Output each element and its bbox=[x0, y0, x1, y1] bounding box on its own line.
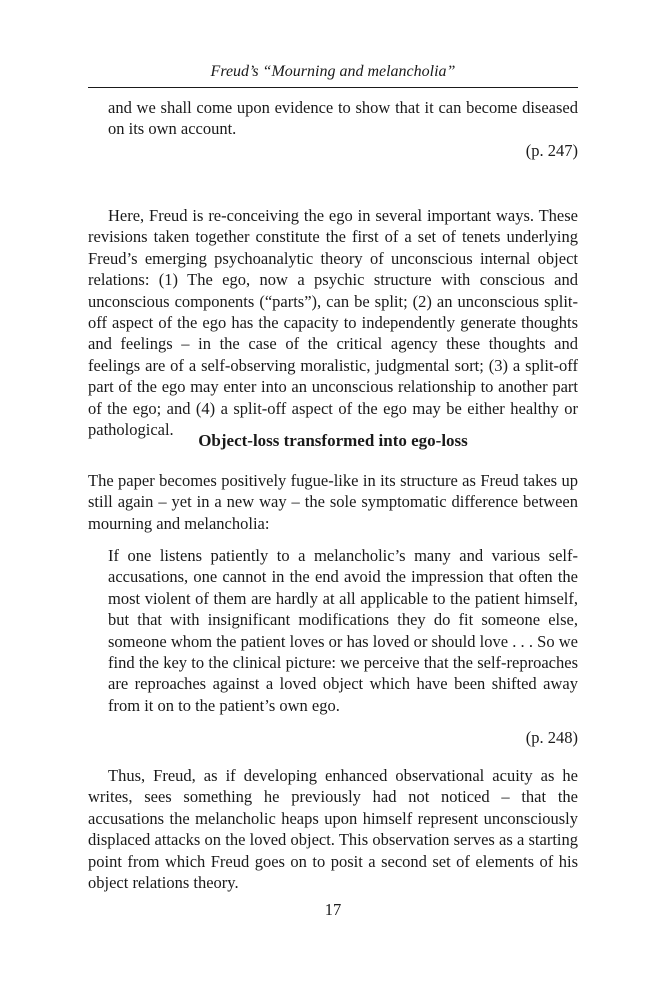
paragraph-2: The paper becomes positively fugue-like in its structure as Freud takes up still again – yet in a new way – the sole symptomatic difference between mourning and melancholia: bbox=[88, 471, 578, 533]
citation-2: (p. 248) bbox=[525, 728, 578, 747]
page-number: 17 bbox=[324, 900, 342, 919]
running-header: Freud’s “Mourning and melancholia” bbox=[210, 63, 456, 80]
citation-1: (p. 247) bbox=[525, 141, 578, 160]
header-rule bbox=[88, 87, 578, 88]
paragraph-1: Here, Freud is re-conceiving the ego in several important ways. These revisions taken together constitute the first of a set of tenets underlying Freud’s emerging psychoanalytic theory of unconscious internal object relations: (1) The ego, now a psychic structure with conscious and unconscious components (“parts”), can be split; (2) an unconscious split-off aspect of the ego has the capacity to independently generate thoughts and feelings – in the case of the critical agency these thoughts and feelings are of a self-observing moralistic, judgmental sort; (3) a split-off part of the ego may enter into an unconscious relationship to another part of the ego; and (4) a split-off aspect of the ego may be either healthy or pathological. bbox=[88, 206, 578, 440]
block-quote-1: and we shall come upon evidence to show that it can become diseased on its own account. bbox=[108, 98, 578, 139]
block-quote-2: If one listens patiently to a melancholic’s many and various self-accusations, one cannot in the end avoid the impression that often the most violent of them are hardly at all applicable to the patient himself, but that with insignificant modifications they do fit someone else, someone whom the patient loves or has loved or should love . . . So we find the key to the clinical picture: we perceive that the self-reproaches are reproaches against a loved object which have been shifted away from it on to the patient’s own ego. bbox=[108, 546, 578, 715]
section-heading: Object-loss transformed into ego-loss bbox=[198, 431, 468, 450]
paragraph-3: Thus, Freud, as if developing enhanced observational acuity as he writes, sees something he previously had not noticed – that the accusations the melancholic heaps upon himself represent unconsciously displaced attacks on the loved object. This observation serves as a starting point from which Freud goes on to posit a second set of elements of his object relations theory. bbox=[88, 766, 578, 893]
